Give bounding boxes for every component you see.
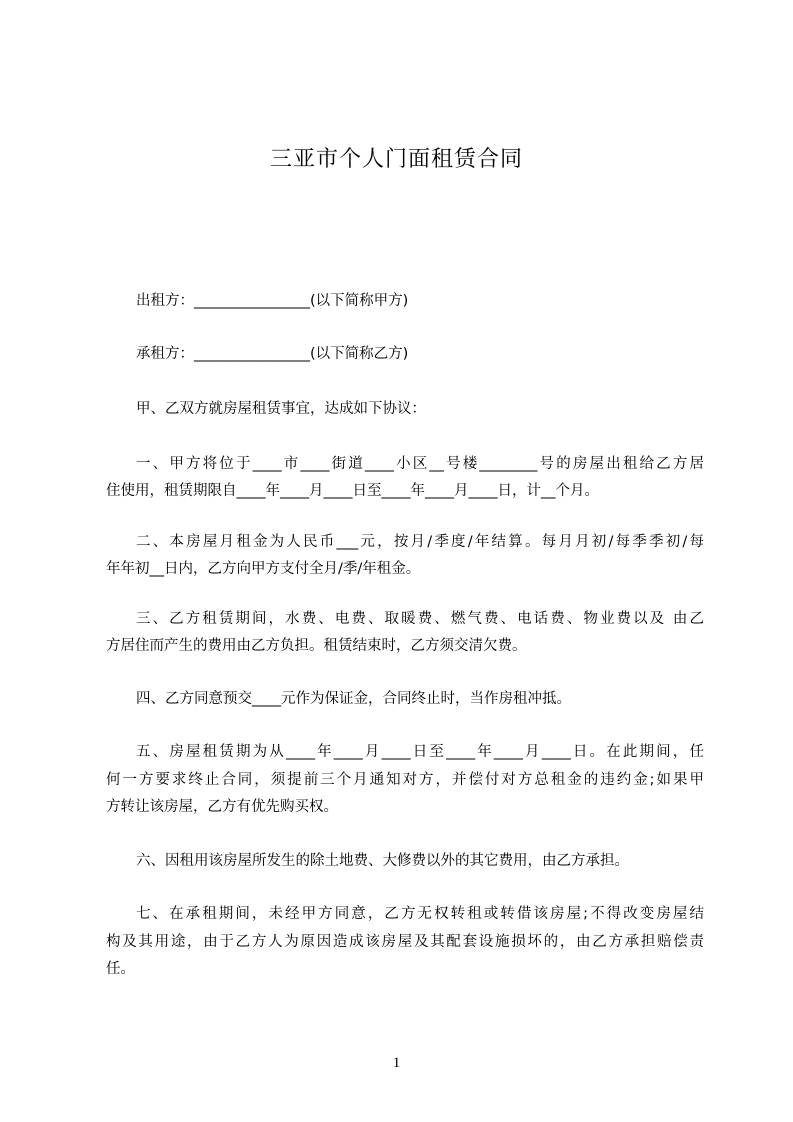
clause-5-line-2: 何一方要求终止合同，须提前三个月通知对方，并偿付对方总租金的违约金;如果甲: [106, 772, 704, 788]
clause-7-line-2: 构及其用途，由于乙方人为原因造成该房屋及其配套设施损坏的，由乙方承担赔偿责: [106, 934, 704, 950]
document-title: 三亚市个人门面租赁合同: [269, 147, 523, 172]
clause-2-line-1: 二、本房屋月租金为人民币___元，按月/季度/年结算。每月月初/每季季初/每: [136, 534, 704, 550]
lessee-line: 承租方：________________(以下简称乙方): [136, 346, 409, 362]
intro-line: 甲、乙双方就房屋租赁事宜，达成如下协议：: [136, 401, 426, 417]
clause-3-line-2: 方居住而产生的费用由乙方负担。租赁结束时，乙方须交清欠费。: [106, 638, 527, 654]
clause-5-line-3: 方转让该房屋，乙方有优先购买权。: [106, 799, 338, 815]
clause-3-line-1: 三、乙方租赁期间，水费、电费、取暖费、燃气费、电话费、物业费以及 由乙: [136, 611, 704, 627]
clause-7-line-1: 七、在承租期间，未经甲方同意，乙方无权转租或转借该房屋;不得改变房屋结: [136, 906, 704, 922]
page-number: 1: [392, 1055, 401, 1071]
clause-1-line-1: 一、甲方将位于____市____街道____小区__号楼________号的房屋出租给乙方居: [136, 456, 704, 472]
clause-1-line-2: 住使用，租赁期限自____年____月____日至____年____月____日，计__个月。: [106, 483, 599, 499]
clause-5-line-1: 五、房屋租赁期为从____年____月____日至____年____月____日。在此期间，任: [136, 744, 704, 760]
clause-4-line-1: 四、乙方同意预交____元作为保证金，合同终止时，当作房租冲抵。: [136, 691, 571, 707]
clause-6-line-1: 六、因租用该房屋所发生的除土地费、大修费以外的其它费用，由乙方承担。: [136, 853, 629, 869]
lessor-line: 出租方：________________(以下简称甲方): [136, 293, 409, 309]
clause-7-line-3: 任。: [106, 961, 135, 977]
clause-2-line-2: 年年初__日内，乙方向甲方支付全月/季/年租金。: [106, 561, 421, 577]
